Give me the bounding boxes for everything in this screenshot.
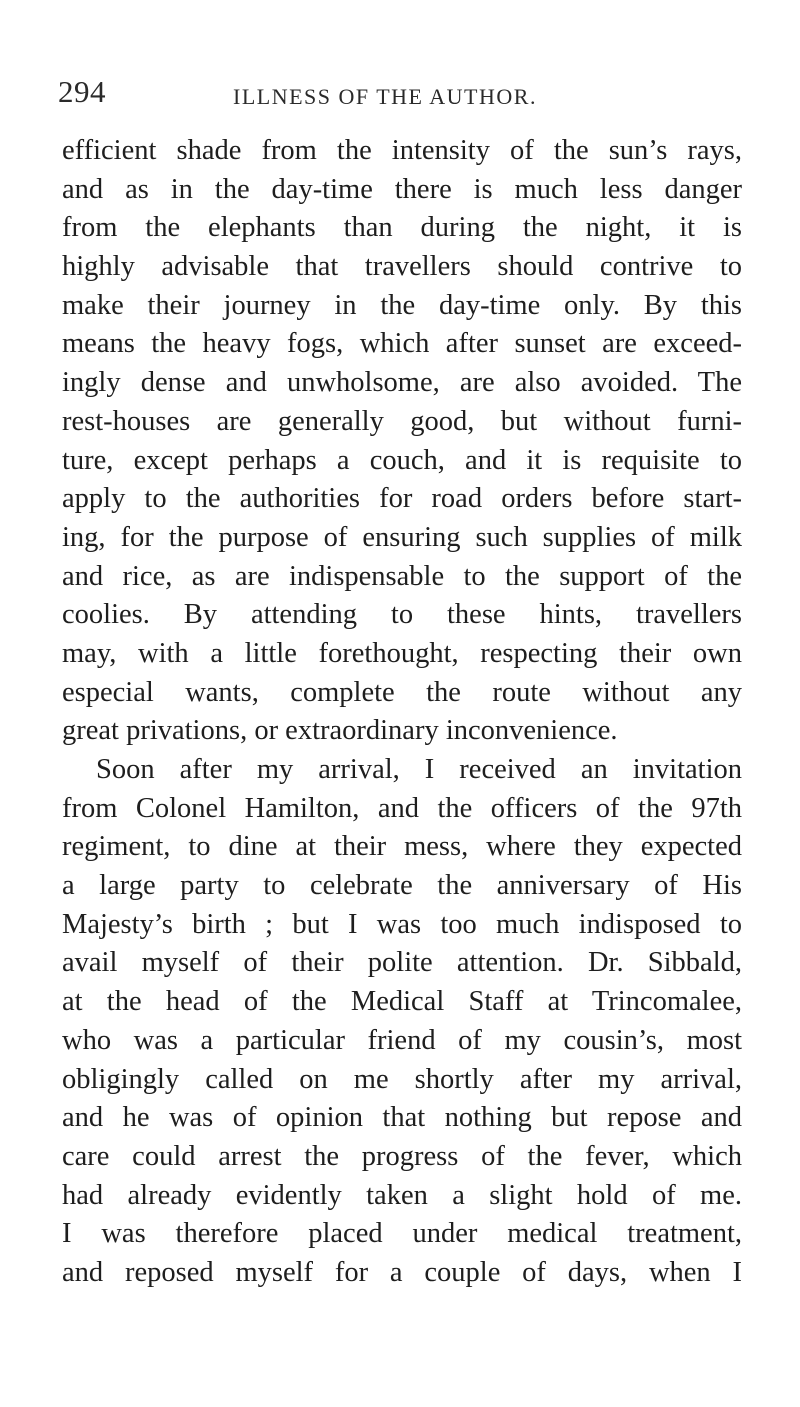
text-line: from the elephants than during the night, it is	[62, 212, 742, 244]
text-line: Majesty’s birth ; but I was too much indisposed to	[62, 908, 742, 940]
text-line: ture, except perhaps a couch, and it is requisite to	[62, 444, 742, 476]
text-line: great privations, or extraordinary inconvenience.	[62, 715, 618, 747]
text-line: especial wants, complete the route without any	[62, 676, 742, 708]
text-line: and rice, as are indispensable to the support of the	[62, 560, 742, 592]
text-line: ingly dense and unwholsome, are also avoided. The	[62, 367, 742, 399]
text-line: may, with a little forethought, respecting their own	[62, 637, 742, 669]
text-line: make their journey in the day-time only. By this	[62, 289, 742, 321]
text-line: a large party to celebrate the anniversary of His	[62, 870, 742, 902]
text-line: at the head of the Medical Staff at Trincomalee,	[62, 986, 742, 1018]
text-line: avail myself of their polite attention. Dr. Sibbald,	[62, 947, 742, 979]
text-line: care could arrest the progress of the fever, which	[62, 1140, 742, 1172]
text-line: coolies. By attending to these hints, travellers	[62, 599, 742, 631]
text-line: rest-houses are generally good, but without furni-	[62, 405, 742, 437]
body-text	[62, 132, 742, 1293]
text-line: and he was of opinion that nothing but repose and	[62, 1102, 742, 1134]
text-line: efficient shade from the intensity of the sun’s rays,	[62, 135, 742, 166]
text-line: had already evidently taken a slight hold of me.	[62, 1179, 742, 1211]
text-line: means the heavy fogs, which after sunset are exceed-	[62, 328, 742, 360]
text-line: and reposed myself for a couple of days, when I	[62, 1256, 742, 1288]
text-line: and as in the day-time there is much less danger	[62, 173, 742, 205]
text-line: I was therefore placed under medical treatment,	[62, 1218, 742, 1250]
text-line: apply to the authorities for road orders before start-	[62, 483, 742, 515]
text-line: obligingly called on me shortly after my arrival,	[62, 1063, 742, 1095]
page-number: 294	[58, 74, 106, 109]
text-line: from Colonel Hamilton, and the officers of the 97th	[62, 792, 742, 824]
text-line: highly advisable that travellers should contrive to	[62, 251, 742, 283]
text-line: who was a particular friend of my cousin’s, most	[62, 1024, 742, 1056]
running-head: ILLNESS OF THE AUTHOR.	[233, 84, 537, 109]
text-line: regiment, to dine at their mess, where they expected	[62, 831, 742, 863]
paragraph-first-line: Soon after my arrival, I received an invitation	[96, 754, 742, 785]
page-header	[58, 70, 758, 120]
text-line: ing, for the purpose of ensuring such supplies of milk	[62, 521, 742, 553]
